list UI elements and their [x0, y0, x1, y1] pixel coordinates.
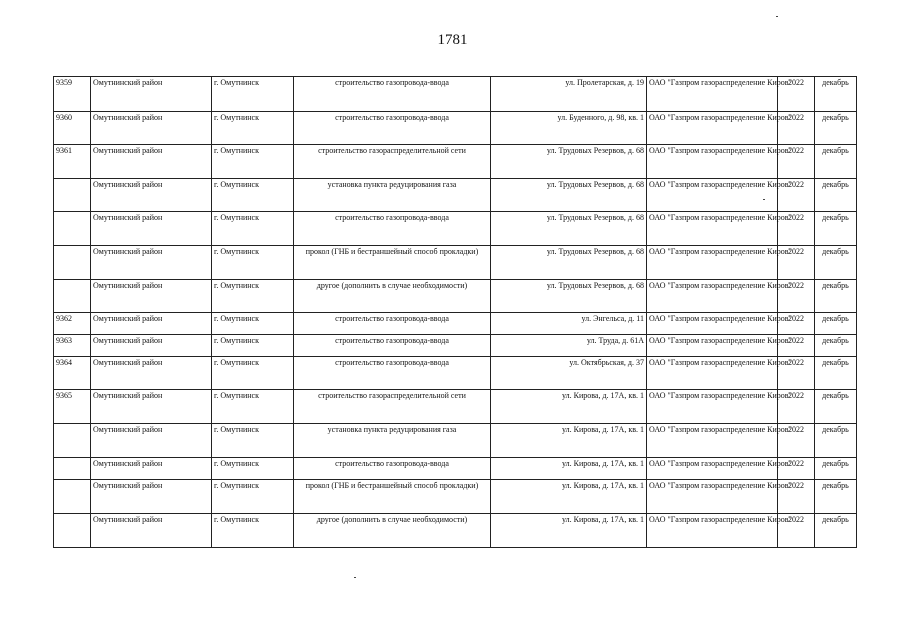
organization-cell: ОАО "Газпром газораспределение Киров": [647, 514, 778, 548]
address-cell: ул. Кирова, д. 17А, кв. 1: [491, 424, 647, 458]
address-cell: ул. Трудовых Резервов, д. 68: [491, 179, 647, 212]
work-type-cell: строительство газопровода-ввода: [294, 357, 491, 390]
district-cell: Омутнинский район: [91, 179, 212, 212]
district-cell: Омутнинский район: [91, 357, 212, 390]
row-number: 9364: [54, 357, 91, 390]
table-row: [54, 335, 857, 357]
district-cell: Омутнинский район: [91, 112, 212, 145]
city-cell: г. Омутнинск: [212, 212, 294, 246]
work-type-cell: строительство газопровода-ввода: [294, 458, 491, 480]
row-number: 9359: [54, 77, 91, 112]
year-cell: 2022: [778, 424, 815, 458]
year-cell: 2022: [778, 112, 815, 145]
year-cell: 2022: [778, 514, 815, 548]
scan-speck: [763, 199, 765, 200]
month-cell: декабрь: [815, 390, 857, 424]
district-cell: Омутнинский район: [91, 313, 212, 335]
district-cell: Омутнинский район: [91, 390, 212, 424]
work-type-cell: прокол (ГНБ и бестраншейный способ прокладки): [294, 480, 491, 514]
work-type-cell: установка пункта редуцирования газа: [294, 424, 491, 458]
work-type-cell: строительство газопровода-ввода: [294, 212, 491, 246]
address-cell: ул. Кирова, д. 17А, кв. 1: [491, 514, 647, 548]
city-cell: г. Омутнинск: [212, 112, 294, 145]
address-cell: ул. Энгельса, д. 11: [491, 313, 647, 335]
work-type-cell: строительство газораспределительной сети: [294, 145, 491, 179]
city-cell: г. Омутнинск: [212, 246, 294, 280]
month-cell: декабрь: [815, 335, 857, 357]
city-cell: г. Омутнинск: [212, 424, 294, 458]
row-number: 9362: [54, 313, 91, 335]
district-cell: Омутнинский район: [91, 77, 212, 112]
address-cell: ул. Кирова, д. 17А, кв. 1: [491, 480, 647, 514]
month-cell: декабрь: [815, 458, 857, 480]
address-cell: ул. Кирова, д. 17А, кв. 1: [491, 390, 647, 424]
month-cell: декабрь: [815, 179, 857, 212]
row-number: 9365: [54, 390, 91, 424]
month-cell: декабрь: [815, 514, 857, 548]
month-cell: декабрь: [815, 145, 857, 179]
table-row: [54, 357, 857, 390]
row-number: [54, 212, 91, 246]
work-type-cell: другое (дополнить в случае необходимости): [294, 280, 491, 313]
work-type-cell: строительство газопровода-ввода: [294, 77, 491, 112]
table-row: [54, 77, 857, 112]
year-cell: 2022: [778, 480, 815, 514]
organization-cell: ОАО "Газпром газораспределение Киров": [647, 280, 778, 313]
works-table: [53, 76, 857, 548]
district-cell: Омутнинский район: [91, 212, 212, 246]
row-number: [54, 424, 91, 458]
year-cell: 2022: [778, 246, 815, 280]
table-row: [54, 313, 857, 335]
row-number: [54, 480, 91, 514]
month-cell: декабрь: [815, 424, 857, 458]
work-type-cell: строительство газопровода-ввода: [294, 335, 491, 357]
work-type-cell: строительство газопровода-ввода: [294, 112, 491, 145]
address-cell: ул. Буденного, д. 98, кв. 1: [491, 112, 647, 145]
organization-cell: ОАО "Газпром газораспределение Киров": [647, 246, 778, 280]
city-cell: г. Омутнинск: [212, 357, 294, 390]
city-cell: г. Омутнинск: [212, 390, 294, 424]
scan-speck: [354, 577, 356, 578]
address-cell: ул. Трудовых Резервов, д. 68: [491, 246, 647, 280]
work-type-cell: другое (дополнить в случае необходимости): [294, 514, 491, 548]
table-row: [54, 112, 857, 145]
scan-speck: [776, 16, 778, 17]
address-cell: ул. Пролетарская, д. 19: [491, 77, 647, 112]
address-cell: ул. Кирова, д. 17А, кв. 1: [491, 458, 647, 480]
organization-cell: ОАО "Газпром газораспределение Киров": [647, 145, 778, 179]
work-type-cell: установка пункта редуцирования газа: [294, 179, 491, 212]
year-cell: 2022: [778, 179, 815, 212]
year-cell: 2022: [778, 313, 815, 335]
district-cell: Омутнинский район: [91, 424, 212, 458]
address-cell: ул. Трудовых Резервов, д. 68: [491, 145, 647, 179]
month-cell: декабрь: [815, 212, 857, 246]
table-row: [54, 390, 857, 424]
table-row: [54, 480, 857, 514]
organization-cell: ОАО "Газпром газораспределение Киров": [647, 77, 778, 112]
year-cell: 2022: [778, 458, 815, 480]
row-number: [54, 458, 91, 480]
district-cell: Омутнинский район: [91, 280, 212, 313]
table-row: [54, 280, 857, 313]
address-cell: ул. Октябрьская, д. 37: [491, 357, 647, 390]
organization-cell: ОАО "Газпром газораспределение Киров": [647, 335, 778, 357]
row-number: [54, 514, 91, 548]
organization-cell: ОАО "Газпром газораспределение Киров": [647, 390, 778, 424]
work-type-cell: прокол (ГНБ и бестраншейный способ прокладки): [294, 246, 491, 280]
row-number: [54, 246, 91, 280]
district-cell: Омутнинский район: [91, 246, 212, 280]
table-row: [54, 458, 857, 480]
month-cell: декабрь: [815, 480, 857, 514]
table-row: [54, 246, 857, 280]
city-cell: г. Омутнинск: [212, 179, 294, 212]
year-cell: 2022: [778, 280, 815, 313]
year-cell: 2022: [778, 145, 815, 179]
organization-cell: ОАО "Газпром газораспределение Киров": [647, 480, 778, 514]
table-row: [54, 212, 857, 246]
row-number: [54, 179, 91, 212]
organization-cell: ОАО "Газпром газораспределение Киров": [647, 424, 778, 458]
city-cell: г. Омутнинск: [212, 280, 294, 313]
work-type-cell: строительство газопровода-ввода: [294, 313, 491, 335]
year-cell: 2022: [778, 77, 815, 112]
month-cell: декабрь: [815, 112, 857, 145]
district-cell: Омутнинский район: [91, 480, 212, 514]
organization-cell: ОАО "Газпром газораспределение Киров": [647, 212, 778, 246]
page-number: 1781: [437, 32, 468, 48]
city-cell: г. Омутнинск: [212, 514, 294, 548]
row-number: 9363: [54, 335, 91, 357]
work-type-cell: строительство газораспределительной сети: [294, 390, 491, 424]
address-cell: ул. Труда, д. 61А: [491, 335, 647, 357]
organization-cell: ОАО "Газпром газораспределение Киров": [647, 112, 778, 145]
address-cell: ул. Трудовых Резервов, д. 68: [491, 212, 647, 246]
month-cell: декабрь: [815, 280, 857, 313]
organization-cell: ОАО "Газпром газораспределение Киров": [647, 357, 778, 390]
city-cell: г. Омутнинск: [212, 458, 294, 480]
organization-cell: ОАО "Газпром газораспределение Киров": [647, 179, 778, 212]
district-cell: Омутнинский район: [91, 145, 212, 179]
row-number: 9360: [54, 112, 91, 145]
city-cell: г. Омутнинск: [212, 313, 294, 335]
table-row: [54, 179, 857, 212]
organization-cell: ОАО "Газпром газораспределение Киров": [647, 458, 778, 480]
year-cell: 2022: [778, 212, 815, 246]
address-cell: ул. Трудовых Резервов, д. 68: [491, 280, 647, 313]
table-row: [54, 424, 857, 458]
month-cell: декабрь: [815, 357, 857, 390]
city-cell: г. Омутнинск: [212, 480, 294, 514]
district-cell: Омутнинский район: [91, 514, 212, 548]
city-cell: г. Омутнинск: [212, 335, 294, 357]
city-cell: г. Омутнинск: [212, 145, 294, 179]
row-number: 9361: [54, 145, 91, 179]
month-cell: декабрь: [815, 77, 857, 112]
month-cell: декабрь: [815, 313, 857, 335]
year-cell: 2022: [778, 390, 815, 424]
year-cell: 2022: [778, 357, 815, 390]
row-number: [54, 280, 91, 313]
table-row: [54, 145, 857, 179]
organization-cell: ОАО "Газпром газораспределение Киров": [647, 313, 778, 335]
month-cell: декабрь: [815, 246, 857, 280]
table-row: [54, 514, 857, 548]
year-cell: 2022: [778, 335, 815, 357]
city-cell: г. Омутнинск: [212, 77, 294, 112]
district-cell: Омутнинский район: [91, 458, 212, 480]
district-cell: Омутнинский район: [91, 335, 212, 357]
